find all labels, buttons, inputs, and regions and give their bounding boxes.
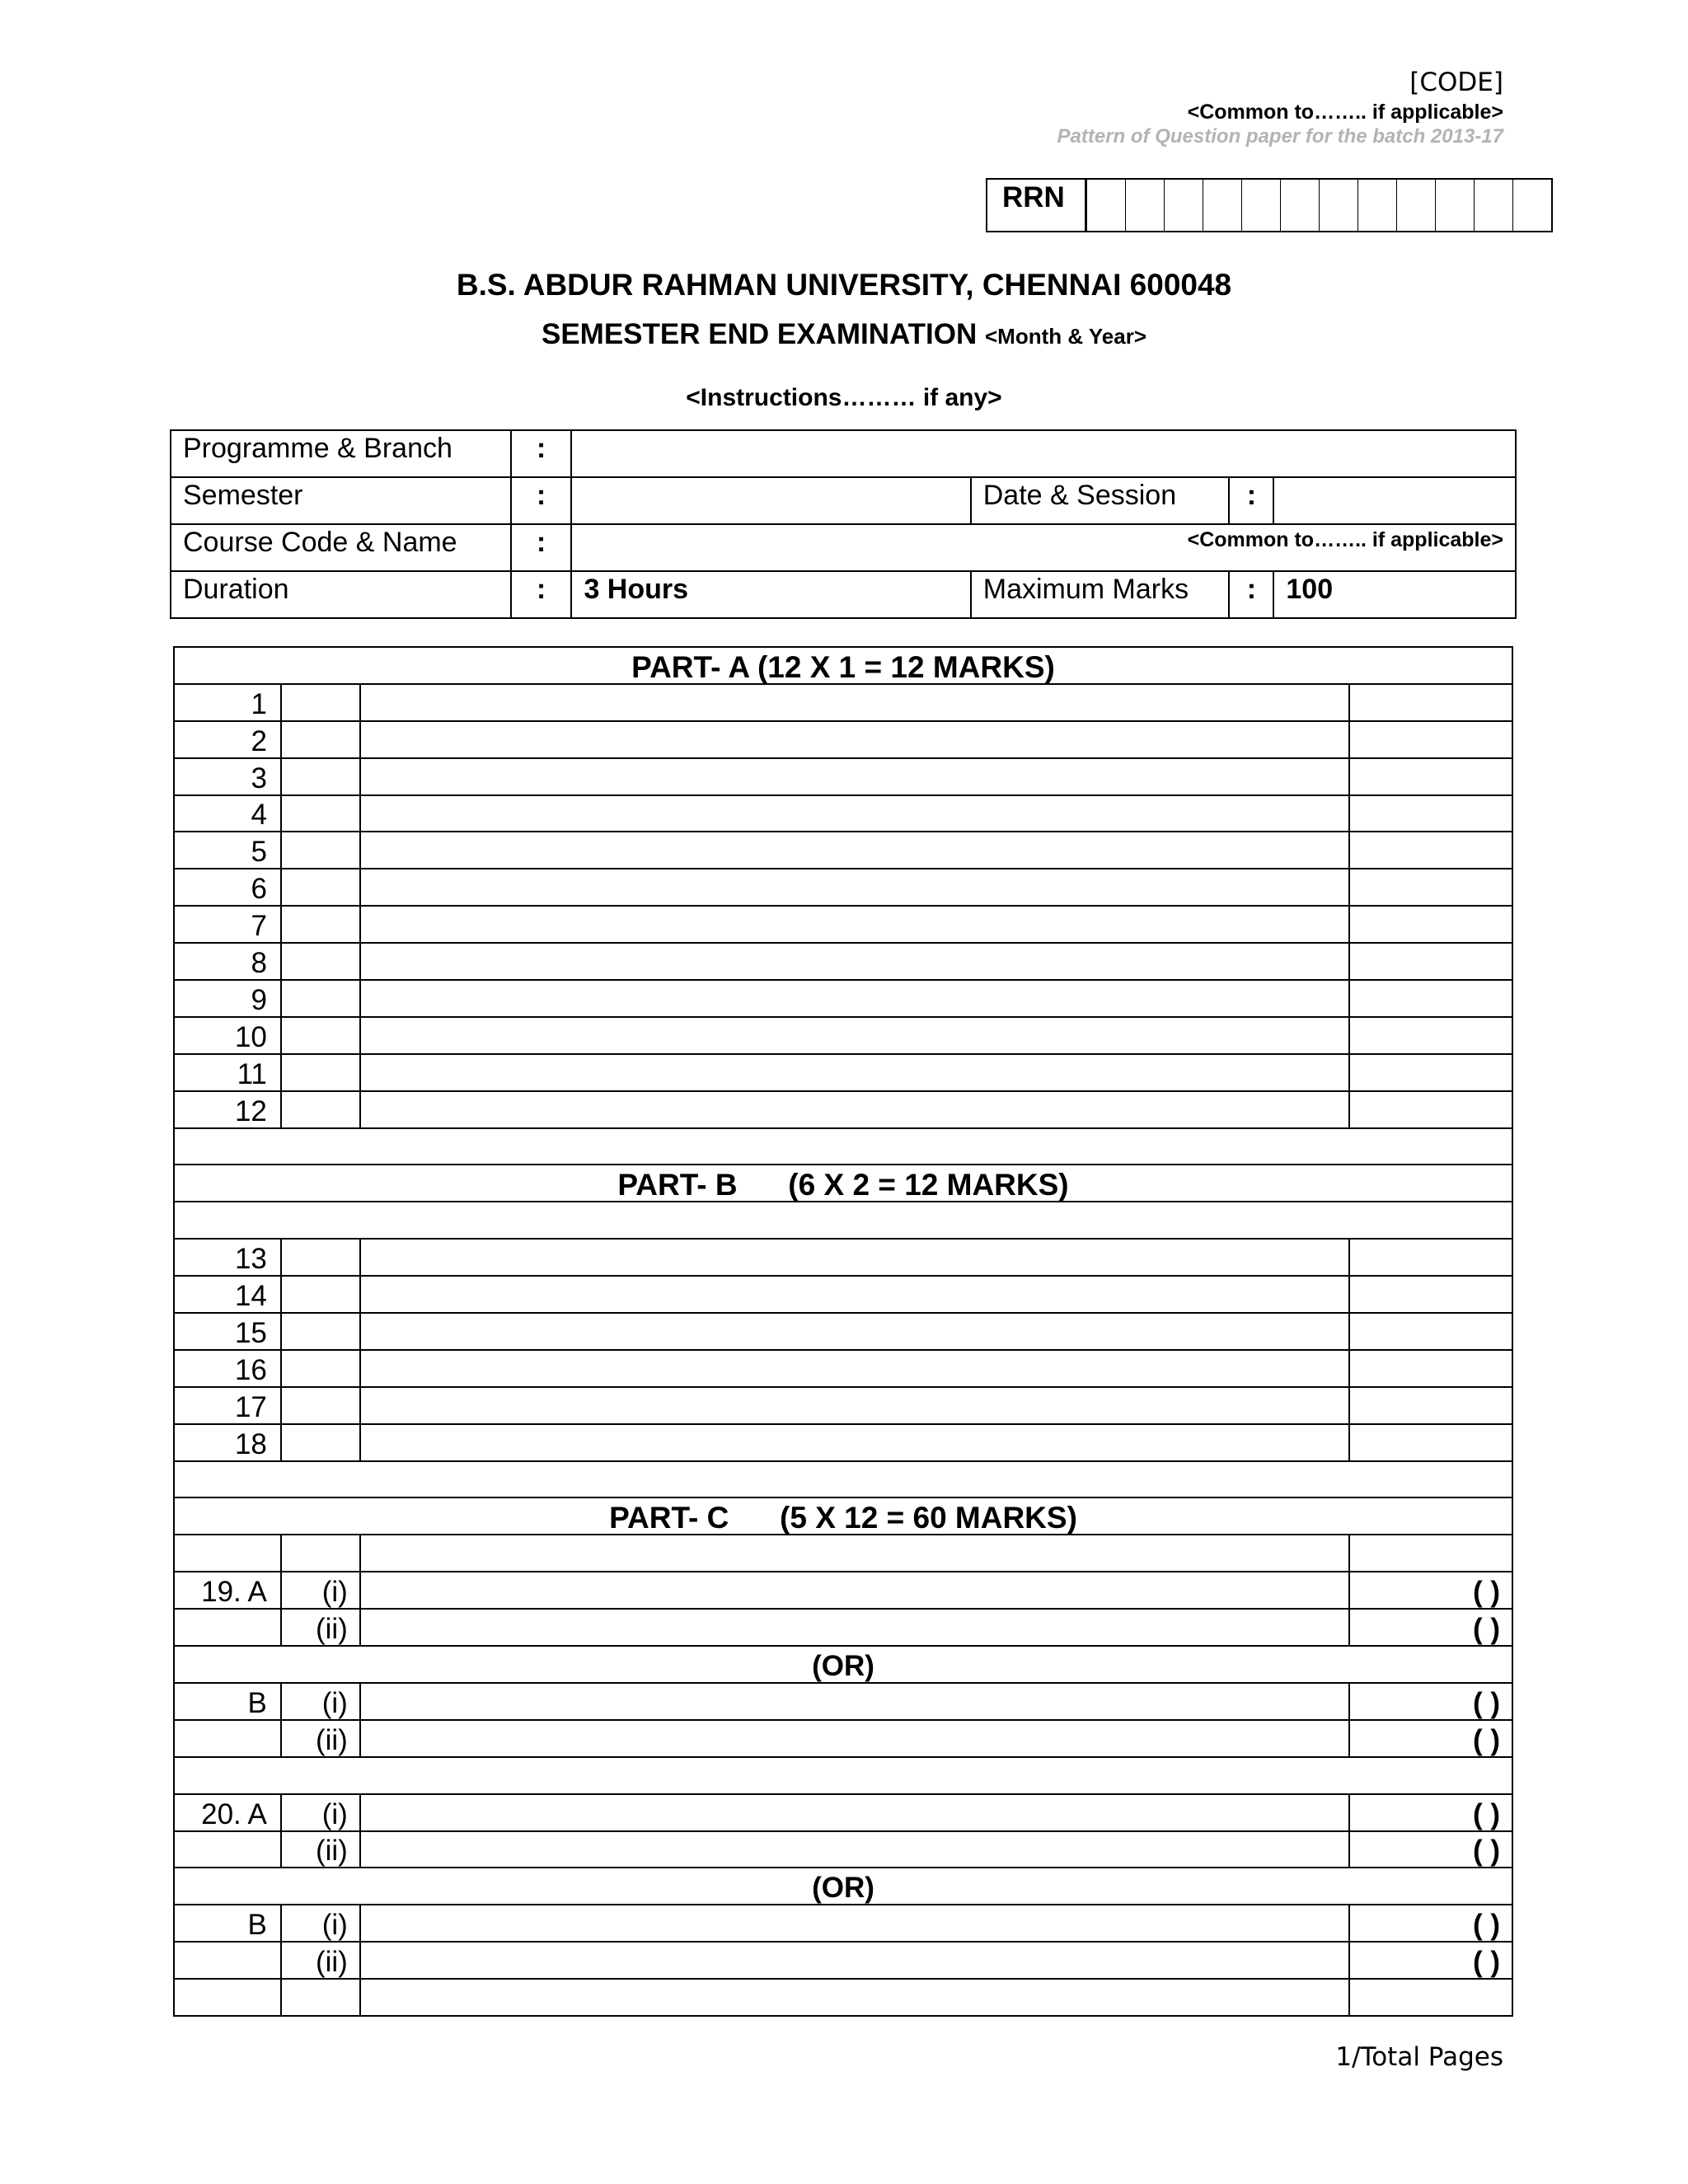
question-number: 11 bbox=[174, 1054, 281, 1091]
question-text[interactable] bbox=[360, 795, 1349, 832]
question-text[interactable] bbox=[360, 1387, 1349, 1424]
question-row bbox=[174, 1350, 1512, 1387]
sub-question-cell bbox=[281, 1091, 360, 1128]
sub-question-cell bbox=[281, 832, 360, 869]
question-row bbox=[174, 1905, 1512, 1942]
sub-question-cell bbox=[281, 795, 360, 832]
question-text[interactable] bbox=[360, 1720, 1349, 1757]
date-session-label: Date & Session bbox=[971, 477, 1230, 524]
rrn-box bbox=[986, 178, 1553, 232]
marks-cell bbox=[1349, 980, 1512, 1017]
question-text[interactable] bbox=[360, 1239, 1349, 1276]
university-title: B.S. ABDUR RAHMAN UNIVERSITY, CHENNAI 600048 bbox=[456, 268, 1232, 302]
sub-question-cell bbox=[281, 758, 360, 795]
exam-name: SEMESTER END EXAMINATION bbox=[541, 318, 978, 350]
sub-question: (ii) bbox=[281, 1831, 360, 1868]
part-b-heading-row bbox=[174, 1165, 1512, 1202]
page-number: 1/Total Pages bbox=[1335, 2042, 1503, 2072]
question-text[interactable] bbox=[360, 1942, 1349, 1979]
question-number: 14 bbox=[174, 1276, 281, 1313]
rrn-digit-cell[interactable] bbox=[1474, 180, 1512, 231]
rrn-digit-cell[interactable] bbox=[1357, 180, 1396, 231]
rrn-digit-cell[interactable] bbox=[1319, 180, 1357, 231]
question-number: B bbox=[174, 1683, 281, 1720]
question-number: 20. A bbox=[174, 1794, 281, 1831]
question-number: 8 bbox=[174, 943, 281, 980]
question-text[interactable] bbox=[360, 1424, 1349, 1461]
sub-question: (ii) bbox=[281, 1720, 360, 1757]
duration-row bbox=[171, 571, 1516, 618]
duration-value: 3 Hours bbox=[571, 571, 970, 618]
question-row bbox=[174, 795, 1512, 832]
question-row bbox=[174, 869, 1512, 906]
question-text[interactable] bbox=[360, 832, 1349, 869]
common-to-note: <Common to…….. if applicable> bbox=[1187, 101, 1503, 124]
marks-placeholder: ( ) bbox=[1349, 1609, 1512, 1646]
sub-question-cell bbox=[281, 869, 360, 906]
question-text[interactable] bbox=[360, 1831, 1349, 1868]
rrn-digit-cell[interactable] bbox=[1125, 180, 1164, 231]
colon: : bbox=[511, 571, 572, 618]
marks-placeholder: ( ) bbox=[1349, 1831, 1512, 1868]
part-a-heading-row bbox=[174, 647, 1512, 684]
question-text[interactable] bbox=[360, 1276, 1349, 1313]
marks-cell bbox=[1349, 1017, 1512, 1054]
question-row bbox=[174, 980, 1512, 1017]
instructions: <Instructions……… if any> bbox=[686, 384, 1002, 411]
part-c-blank-row bbox=[174, 1535, 1512, 1572]
rrn-digit-cell[interactable] bbox=[1164, 180, 1203, 231]
semester-row bbox=[171, 477, 1516, 524]
rrn-digit-cell[interactable] bbox=[1396, 180, 1435, 231]
question-number: 4 bbox=[174, 795, 281, 832]
question-row bbox=[174, 1609, 1512, 1646]
marks-cell bbox=[1349, 1054, 1512, 1091]
sub-question-cell bbox=[281, 1276, 360, 1313]
question-number: 2 bbox=[174, 721, 281, 758]
question-text[interactable] bbox=[360, 1313, 1349, 1350]
marks-cell bbox=[1349, 906, 1512, 943]
marks-placeholder: ( ) bbox=[1349, 1683, 1512, 1720]
rrn-digit-cell[interactable] bbox=[1086, 180, 1125, 231]
marks-cell bbox=[1349, 795, 1512, 832]
question-row bbox=[174, 684, 1512, 721]
sub-question-cell bbox=[281, 1350, 360, 1387]
question-row bbox=[174, 832, 1512, 869]
question-number: 19. A bbox=[174, 1572, 281, 1609]
sub-question-cell bbox=[281, 1387, 360, 1424]
question-row bbox=[174, 1942, 1512, 1979]
sub-question: (i) bbox=[281, 1905, 360, 1942]
question-row bbox=[174, 1054, 1512, 1091]
sub-question-cell bbox=[281, 1054, 360, 1091]
marks-placeholder: ( ) bbox=[1349, 1794, 1512, 1831]
question-number: 9 bbox=[174, 980, 281, 1017]
colon: : bbox=[1229, 571, 1273, 618]
spacer-row bbox=[174, 1757, 1512, 1794]
marks-cell bbox=[1349, 832, 1512, 869]
part-a-rows bbox=[174, 684, 1512, 1128]
programme-label: Programme & Branch bbox=[171, 430, 511, 477]
programme-value[interactable] bbox=[571, 430, 1516, 477]
marks-cell bbox=[1349, 684, 1512, 721]
max-marks-label: Maximum Marks bbox=[971, 571, 1230, 618]
course-label: Course Code & Name bbox=[171, 524, 511, 571]
marks-placeholder: ( ) bbox=[1349, 1905, 1512, 1942]
question-text[interactable] bbox=[360, 1683, 1349, 1720]
sub-question: (ii) bbox=[281, 1609, 360, 1646]
duration-label: Duration bbox=[171, 571, 511, 618]
pattern-note: Pattern of Question paper for the batch 2013-17 bbox=[1057, 125, 1503, 148]
marks-cell bbox=[1349, 1424, 1512, 1461]
max-marks-value: 100 bbox=[1273, 571, 1516, 618]
question-row bbox=[174, 758, 1512, 795]
marks-placeholder: ( ) bbox=[1349, 1942, 1512, 1979]
question-row bbox=[174, 1794, 1512, 1831]
sub-question-cell bbox=[281, 906, 360, 943]
question-row bbox=[174, 1091, 1512, 1128]
course-common-note: <Common to…….. if applicable> bbox=[571, 524, 1516, 571]
programme-row bbox=[171, 430, 1516, 477]
colon: : bbox=[511, 524, 572, 571]
question-row bbox=[174, 1572, 1512, 1609]
month-year: <Month & Year> bbox=[984, 324, 1147, 349]
semester-value[interactable] bbox=[571, 477, 970, 524]
marks-cell bbox=[1349, 758, 1512, 795]
rrn-label: RRN bbox=[987, 180, 1086, 231]
question-row bbox=[174, 1239, 1512, 1276]
question-row bbox=[174, 1683, 1512, 1720]
question-text[interactable] bbox=[360, 1609, 1349, 1646]
colon: : bbox=[1229, 477, 1273, 524]
sub-question-cell bbox=[281, 943, 360, 980]
question-text[interactable] bbox=[360, 1054, 1349, 1091]
or-row bbox=[174, 1868, 1512, 1905]
marks-cell bbox=[1349, 943, 1512, 980]
marks-cell bbox=[1349, 1313, 1512, 1350]
question-number: 16 bbox=[174, 1350, 281, 1387]
sub-question: (i) bbox=[281, 1683, 360, 1720]
part-b-heading: PART- B (6 X 2 = 12 MARKS) bbox=[174, 1165, 1512, 1202]
sub-question-cell bbox=[281, 684, 360, 721]
marks-cell bbox=[1349, 721, 1512, 758]
question-number: 17 bbox=[174, 1387, 281, 1424]
question-text[interactable] bbox=[360, 721, 1349, 758]
question-number: 7 bbox=[174, 906, 281, 943]
sub-question-cell bbox=[281, 1313, 360, 1350]
colon: : bbox=[511, 477, 572, 524]
question-row bbox=[174, 721, 1512, 758]
part-b-rows bbox=[174, 1239, 1512, 1460]
question-text[interactable] bbox=[360, 1091, 1349, 1128]
question-text[interactable] bbox=[360, 1905, 1349, 1942]
question-text[interactable] bbox=[360, 758, 1349, 795]
question-text[interactable] bbox=[360, 1017, 1349, 1054]
question-table bbox=[173, 646, 1513, 2017]
or-row bbox=[174, 1646, 1512, 1683]
part-c-heading-row bbox=[174, 1497, 1512, 1535]
question-text[interactable] bbox=[360, 684, 1349, 721]
part-c-heading: PART- C (5 X 12 = 60 MARKS) bbox=[174, 1497, 1512, 1535]
question-text[interactable] bbox=[360, 943, 1349, 980]
question-number: 15 bbox=[174, 1313, 281, 1350]
course-row bbox=[171, 524, 1516, 571]
marks-cell bbox=[1349, 1091, 1512, 1128]
question-number: 10 bbox=[174, 1017, 281, 1054]
question-row bbox=[174, 1831, 1512, 1868]
question-row bbox=[174, 1424, 1512, 1461]
marks-cell bbox=[1349, 1239, 1512, 1276]
semester-label: Semester bbox=[171, 477, 511, 524]
spacer-row bbox=[174, 1461, 1512, 1498]
sub-question: (ii) bbox=[281, 1942, 360, 1979]
date-session-value[interactable] bbox=[1273, 477, 1516, 524]
question-number: B bbox=[174, 1905, 281, 1942]
colon: : bbox=[511, 430, 572, 477]
rrn-digit-cell[interactable] bbox=[1280, 180, 1319, 231]
question-row bbox=[174, 943, 1512, 980]
exam-title bbox=[0, 318, 1688, 351]
question-number: 12 bbox=[174, 1091, 281, 1128]
sub-question-cell bbox=[281, 980, 360, 1017]
rrn-digit-cell[interactable] bbox=[1241, 180, 1280, 231]
sub-question-cell bbox=[281, 1239, 360, 1276]
question-row bbox=[174, 906, 1512, 943]
or-label: (OR) bbox=[174, 1646, 1512, 1683]
question-text[interactable] bbox=[360, 1794, 1349, 1831]
question-row bbox=[174, 1276, 1512, 1313]
or-label: (OR) bbox=[174, 1868, 1512, 1905]
question-number: 13 bbox=[174, 1239, 281, 1276]
sub-question: (i) bbox=[281, 1572, 360, 1609]
question-number: 1 bbox=[174, 684, 281, 721]
question-number: 6 bbox=[174, 869, 281, 906]
question-text[interactable] bbox=[360, 980, 1349, 1017]
marks-placeholder: ( ) bbox=[1349, 1720, 1512, 1757]
question-number: 3 bbox=[174, 758, 281, 795]
question-number: 18 bbox=[174, 1424, 281, 1461]
question-row bbox=[174, 1017, 1512, 1054]
part-a-heading: PART- A (12 X 1 = 12 MARKS) bbox=[174, 647, 1512, 684]
part-c-end-row bbox=[174, 1979, 1512, 2016]
marks-cell bbox=[1349, 869, 1512, 906]
question-text[interactable] bbox=[360, 869, 1349, 906]
question-text[interactable] bbox=[360, 1572, 1349, 1609]
exam-info-table bbox=[170, 429, 1517, 619]
paper-code: [CODE] bbox=[1409, 68, 1503, 97]
sub-question-cell bbox=[281, 1017, 360, 1054]
marks-cell bbox=[1349, 1276, 1512, 1313]
question-text[interactable] bbox=[360, 906, 1349, 943]
question-row bbox=[174, 1313, 1512, 1350]
spacer-row bbox=[174, 1128, 1512, 1165]
rrn-digit-cell[interactable] bbox=[1512, 180, 1551, 231]
question-row bbox=[174, 1387, 1512, 1424]
question-row bbox=[174, 1720, 1512, 1757]
marks-cell bbox=[1349, 1387, 1512, 1424]
marks-placeholder: ( ) bbox=[1349, 1572, 1512, 1609]
question-text[interactable] bbox=[360, 1350, 1349, 1387]
sub-question-cell bbox=[281, 721, 360, 758]
spacer-row bbox=[174, 1202, 1512, 1239]
rrn-digit-cell[interactable] bbox=[1203, 180, 1241, 231]
rrn-digit-cell[interactable] bbox=[1435, 180, 1474, 231]
sub-question-cell bbox=[281, 1424, 360, 1461]
question-number: 5 bbox=[174, 832, 281, 869]
sub-question: (i) bbox=[281, 1794, 360, 1831]
marks-cell bbox=[1349, 1350, 1512, 1387]
